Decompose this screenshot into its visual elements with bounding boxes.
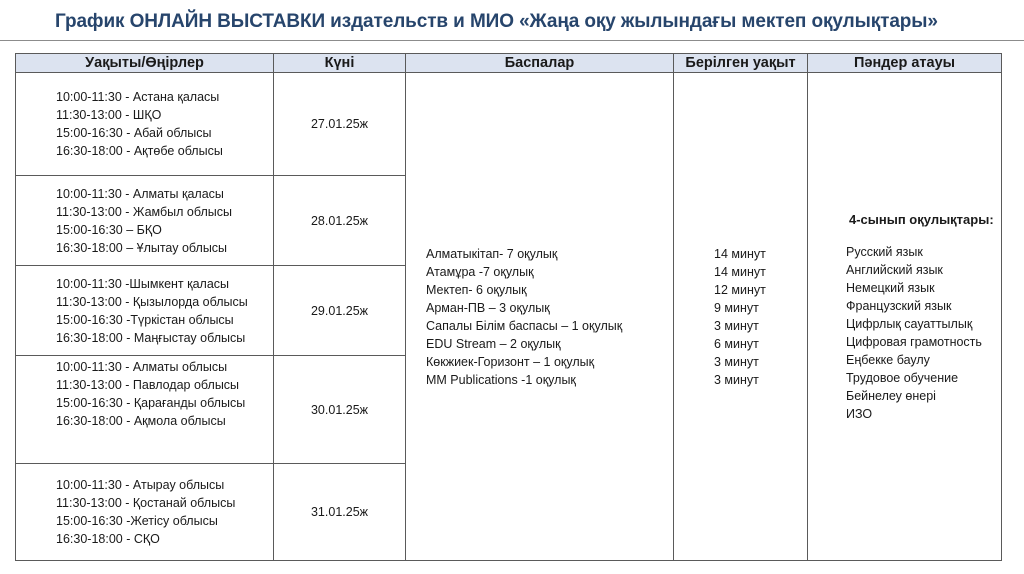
region-slot: 11:30-13:00 - Қостанай облысы <box>56 496 236 510</box>
publisher-item: Алматыкітап- 7 оқулық <box>426 246 558 261</box>
region-slot: 16:30-18:00 - СҚО <box>56 532 160 546</box>
region-slot: 10:00-11:30 - Астана қаласы <box>56 90 220 104</box>
publisher-item: MM Publications -1 оқулық <box>426 372 576 387</box>
subject-item: Цифровая грамотность <box>846 334 982 349</box>
regions-cell <box>16 266 274 356</box>
publisher-item: Атамұра -7 оқулық <box>426 264 534 279</box>
regions-cell <box>16 464 274 561</box>
subject-item: Цифрлық сауаттылық <box>846 316 973 331</box>
subject-item: Бейнелеу өнері <box>846 388 936 403</box>
regions-cell <box>16 176 274 266</box>
subject-item: Немецкий язык <box>846 280 935 295</box>
region-slot: 11:30-13:00 - Жамбыл облысы <box>56 204 232 219</box>
region-slot: 10:00-11:30 - Алматы облысы <box>56 360 228 374</box>
region-slot: 15:00-16:30 -Түркістан облысы <box>56 312 234 327</box>
subject-item: Трудовое обучение <box>846 370 959 385</box>
regions-cell <box>16 73 274 176</box>
subject-item: Французский язык <box>846 298 952 313</box>
title-divider <box>0 40 1024 41</box>
page-title: График ОНЛАЙН ВЫСТАВКИ издательств и МИО «Жаңа оқу жылындағы мектеп оқулықтары» <box>55 11 938 32</box>
minutes-item: 12 минут <box>714 282 766 297</box>
date-cell: 28.01.25ж <box>274 176 406 266</box>
subject-item: ИЗО <box>846 406 873 421</box>
subject-item: Русский язык <box>846 244 923 259</box>
region-slot: 15:00-16:30 - Абай облысы <box>56 126 212 140</box>
region-slot: 16:30-18:00 – Ұлытау облысы <box>56 240 228 255</box>
publisher-item: EDU Stream – 2 оқулық <box>426 336 561 351</box>
region-slot: 11:30-13:00 - Қызылорда облысы <box>56 294 248 309</box>
date-cell: 30.01.25ж <box>274 356 406 464</box>
regions-cell <box>16 356 274 464</box>
minutes-item: 14 минут <box>714 246 766 261</box>
header-date: Күні <box>274 54 406 73</box>
region-slot: 16:30-18:00 - Ақмола облысы <box>56 414 226 428</box>
region-slot: 10:00-11:30 - Алматы қаласы <box>56 186 224 201</box>
minutes-item: 3 минут <box>714 354 759 369</box>
minutes-item: 6 минут <box>714 336 759 351</box>
publisher-item: Арман-ПВ – 3 оқулық <box>426 300 550 315</box>
publisher-item: Көкжиек-Горизонт – 1 оқулық <box>426 354 595 369</box>
minutes-item: 3 минут <box>714 318 759 333</box>
schedule-table <box>15 53 1002 561</box>
allotted-time-cell <box>674 73 808 561</box>
subjects-cell <box>808 73 1002 561</box>
date-cell: 27.01.25ж <box>274 73 406 176</box>
region-slot: 15:00-16:30 - Қарағанды облысы <box>56 396 246 410</box>
region-slot: 10:00-11:30 - Атырау облысы <box>56 478 225 492</box>
header-publishers: Баспалар <box>406 54 674 73</box>
region-slot: 11:30-13:00 - Павлодар облысы <box>56 378 240 392</box>
publisher-item: Сапалы Білім баспасы – 1 оқулық <box>426 318 623 333</box>
region-slot: 15:00-16:30 -Жетісу облысы <box>56 514 218 528</box>
publisher-item: Мектеп- 6 оқулық <box>426 282 527 297</box>
region-slot: 10:00-11:30 -Шымкент қаласы <box>56 276 230 291</box>
date-cell: 29.01.25ж <box>274 266 406 356</box>
subject-item: Английский язык <box>846 262 943 277</box>
region-slot: 16:30-18:00 - Маңғыстау облысы <box>56 330 246 345</box>
table-header-row <box>16 54 1002 73</box>
subject-item: Еңбекке баулу <box>846 352 930 367</box>
date-cell: 31.01.25ж <box>274 464 406 561</box>
minutes-item: 9 минут <box>714 300 759 315</box>
header-subjects: Пәндер атауы <box>808 54 1002 73</box>
publishers-cell <box>406 73 674 561</box>
region-slot: 11:30-13:00 - ШҚО <box>56 108 162 122</box>
subjects-title: 4-сынып оқулықтары: <box>849 211 994 227</box>
minutes-item: 14 минут <box>714 264 766 279</box>
table-row <box>16 73 1002 176</box>
header-time-regions: Уақыты/Өңірлер <box>16 54 274 73</box>
header-allotted-time: Берілген уақыт <box>674 54 808 73</box>
region-slot: 16:30-18:00 - Ақтөбе облысы <box>56 144 223 158</box>
region-slot: 15:00-16:30 – БҚО <box>56 222 162 237</box>
minutes-item: 3 минут <box>714 372 759 387</box>
